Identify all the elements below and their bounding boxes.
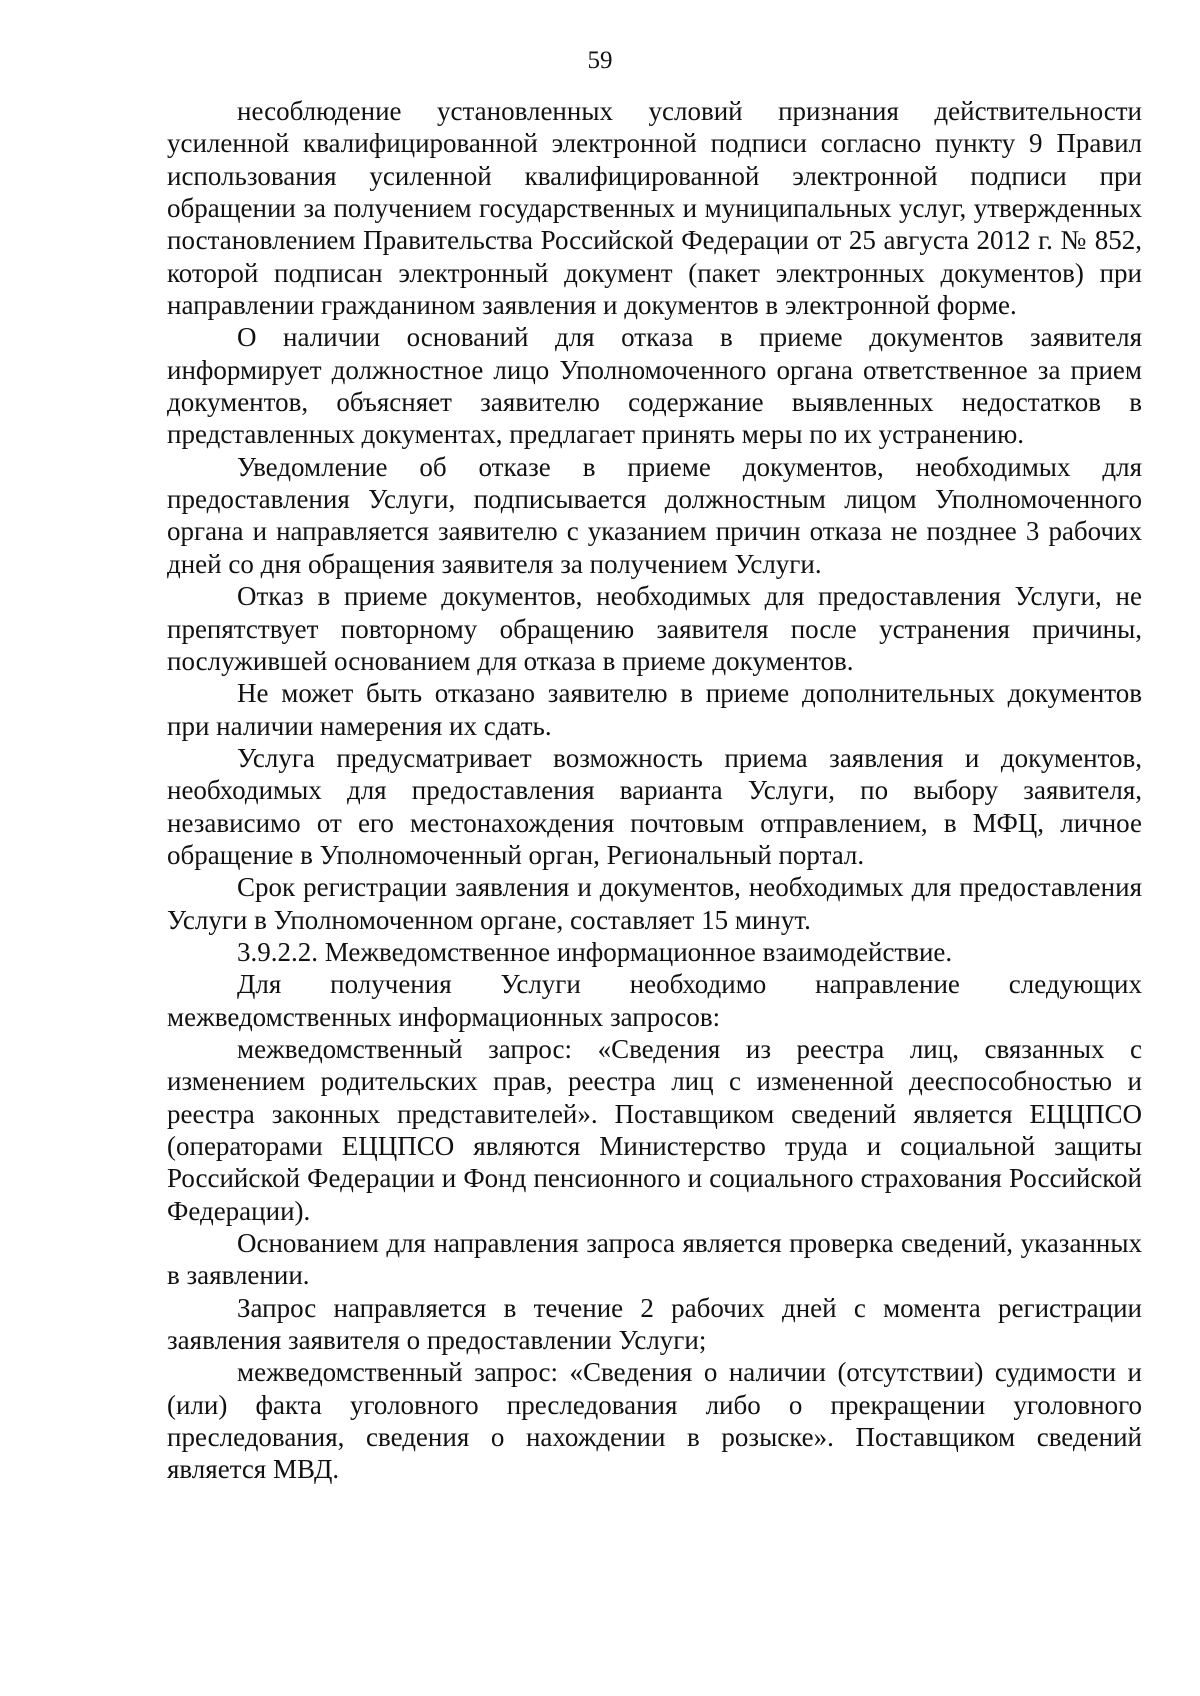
paragraph: Услуга предусматривает возможность приема заявления и документов, необходимых для предоставления варианта Услуги, по выбору заявителя, независимо от его местонахождения почтовым отправлением, в МФЦ, личное обращение в Уполномоченный орган, Региональный портал.: [167, 742, 1142, 870]
paragraph: Запрос направляется в течение 2 рабочих дней с момента регистрации заявления заявителя о предоставлении Услуги;: [167, 1292, 1142, 1356]
paragraph: Срок регистрации заявления и документов, необходимых для предоставления Услуги в Уполномоченном органе, составляет 15 минут.: [167, 872, 1142, 935]
paragraph: Отказ в приеме документов, необходимых для предоставления Услуги, не препятствует повторному обращению заявителя после устранения причины, послужившей основанием для отказа в приеме документов.: [167, 581, 1142, 676]
paragraph: межведомственный запрос: «Сведения из реестра лиц, связанных с изменением родительских прав, реестра лиц с измененной дееспособностью и реестра законных представителей». Поставщиком сведений является ЕЦЦПСО (операторами ЕЦЦПСО являются Министерство труда и социальной защиты Российской Федерации и Фонд пенсионного и социального страхования Российской Федерации).: [167, 1033, 1142, 1226]
paragraph: 3.9.2.2. Межведомственное информационное взаимодействие.: [237, 936, 953, 967]
paragraph: Не может быть отказано заявителю в приеме дополнительных документов при наличии намерения их сдать.: [167, 678, 1142, 741]
paragraph: Уведомление об отказе в приеме документов, необходимых для предоставления Услуги, подписывается должностным лицом Уполномоченного органа и направляется заявителю с указанием причин отказа не позднее 3 рабочих дней со дня обращения заявителя за получением Услуги.: [167, 451, 1142, 579]
paragraph: межведомственный запрос: «Сведения о наличии (отсутствии) судимости и (или) факта уголовного преследования либо о прекращении уголовного преследования, сведения о нахождении в розыске». Поставщиком сведений является МВД.: [167, 1357, 1142, 1485]
page-number: 59: [587, 47, 613, 74]
document-body: [167, 95, 1142, 1486]
paragraph: Для получения Услуги необходимо направление следующих межведомственных информационных запросов:: [167, 969, 1142, 1032]
paragraph: Основанием для направления запроса является проверка сведений, указанных в заявлении.: [167, 1228, 1142, 1291]
paragraph: несоблюдение установленных условий признания действительности усиленной квалифицированной электронной подписи согласно пункту 9 Правил использования усиленной квалифицированной электронной подписи при обращении за получением государственных и муниципальных услуг, утвержденных постановлением Правительства Российской Федерации от 25 августа 2012 г. № 852, которой подписан электронный документ (пакет электронных документов) при направлении гражданином заявления и документов в электронной форме.: [167, 96, 1142, 321]
paragraph: О наличии оснований для отказа в приеме документов заявителя информирует должностное лицо Уполномоченного органа ответственное за прием документов, объясняет заявителю содержание выявленных недостатков в представленных документах, предлагает принять меры по их устранению.: [167, 322, 1142, 450]
